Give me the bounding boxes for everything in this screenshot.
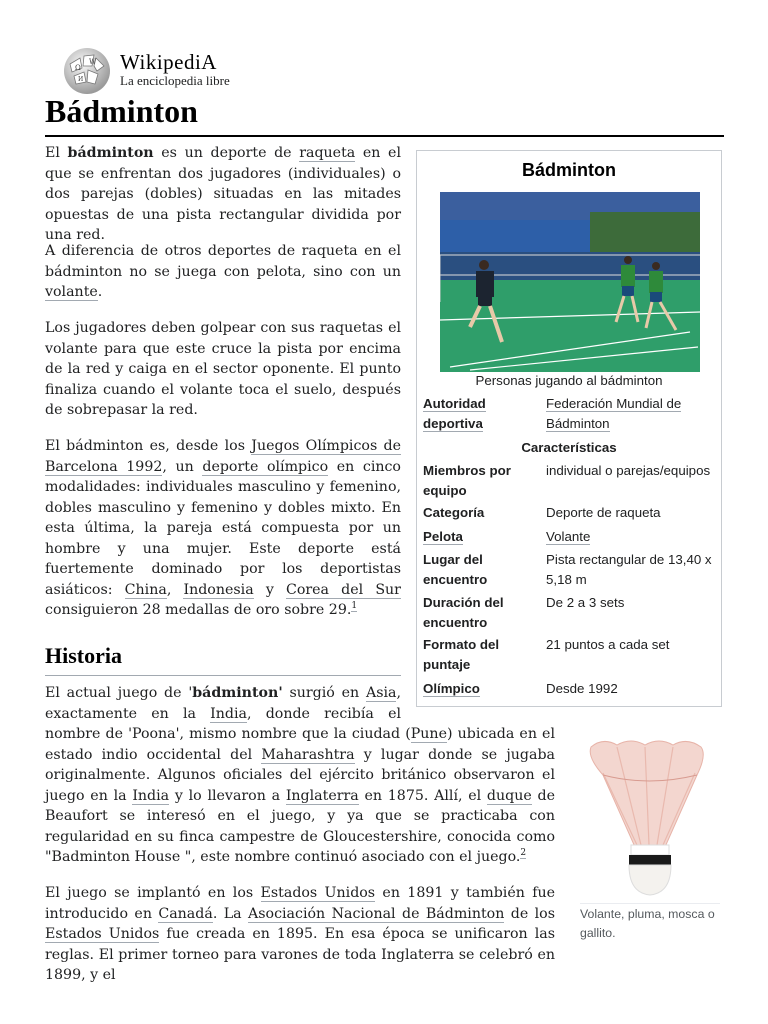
inline-link[interactable]: deporte olímpico: [202, 458, 329, 475]
infobox-value: De 2 a 3 sets: [546, 595, 625, 610]
bold-text: bádminton: [67, 145, 154, 161]
infobox-section-header: Características: [521, 440, 617, 455]
infobox-value[interactable]: Federación Mundial de Bádminton: [546, 396, 682, 431]
infobox: [416, 150, 722, 707]
svg-text:W: W: [89, 58, 97, 66]
section-heading-historia: Historia: [45, 643, 122, 668]
infobox-title: Bádminton: [522, 160, 616, 180]
inline-link[interactable]: Inglaterra: [285, 787, 359, 804]
tagline: La enciclopedia libre: [120, 73, 230, 88]
inline-link[interactable]: Canadá: [158, 905, 213, 922]
inline-link[interactable]: Maharashtra: [261, 746, 355, 763]
page-title: Bádminton: [45, 93, 198, 129]
svg-text:Ω: Ω: [75, 64, 81, 72]
infobox-value: Desde 1992: [546, 681, 618, 696]
infobox-label: Lugar del encuentro: [423, 552, 488, 587]
infobox-value: individual o parejas/equipos: [546, 463, 711, 478]
figure-caption: Volante, pluma, mosca o gallito.: [580, 907, 715, 940]
inline-link[interactable]: duque: [486, 787, 532, 804]
badminton-court-photo[interactable]: [440, 192, 700, 372]
infobox-label[interactable]: Autoridad deportiva: [423, 396, 486, 431]
infobox-value: Pista rectangular de 13,40 x 5,18 m: [546, 552, 712, 587]
history-paragraph-1-part-a: El actual juego de 'bádminton' surgió en Asia, exactamente en la India, donde recibía el nombre de 'Poona', mismo nombre que la ciudad (Pune) ubicada en el estado indio occidental del Maharashtra y lugar donde se jugaba originalmente. Algunos oficiales del ejército británico observaron el juego en la India y lo llevaron a Inglaterra en 1875. Allí, el duque de Beaufort se interesó en el juego, y ya que se practicaba con regularidad en su finca campestre de Gloucestershire, conocida como "Badminton House ", este nombre continuó asociado con el juego.$^2$: [45, 685, 555, 865]
infobox-label: Formato del puntaje: [423, 637, 500, 672]
inline-link[interactable]: India: [132, 787, 170, 804]
infobox-label: Duración del encuentro: [423, 595, 504, 630]
inline-link[interactable]: Corea del Sur: [285, 581, 401, 598]
svg-text:И: И: [78, 76, 84, 83]
history-paragraph-2: El juego se implantó en los Estados Unidos en 1891 y también fue introducido en Canadá. La Asociación Nacional de Bádminton de los Estados Unidos fue creada en 1895. En esa época se unificaron las reglas. El primer torneo para varones de toda Inglaterra se celebró en 1899, y el: [45, 885, 555, 983]
intro-paragraph-1: El bádminton es un deporte de raqueta en el que se enfrentan dos jugadores (individuales) o dos parejas (dobles) situadas en las mitades opuestas de una pista rectangular dividida por una red.: [45, 145, 401, 243]
infobox-label[interactable]: Pelota: [423, 529, 463, 544]
intro-paragraph-2: A diferencia de otros deportes de raqueta en el bádminton no se juega con pelota, sino con un volante.: [45, 243, 401, 300]
inline-link[interactable]: raqueta: [299, 145, 356, 161]
figure-divider: [580, 903, 720, 904]
inline-link[interactable]: volante: [45, 284, 98, 300]
infobox-label: Miembros por equipo: [423, 463, 511, 498]
infobox-label[interactable]: Olímpico: [423, 681, 480, 696]
infobox-row-authority: [423, 394, 717, 434]
shuttlecock-image[interactable]: [583, 735, 718, 900]
reference-link[interactable]: 1: [351, 601, 358, 612]
court-illustration: [440, 192, 700, 372]
infobox-value: Deporte de raqueta: [546, 505, 661, 520]
infobox-value[interactable]: Volante: [546, 529, 591, 544]
inline-link[interactable]: Estados Unidos: [45, 926, 160, 942]
reference-link[interactable]: 2: [520, 848, 527, 859]
inline-link[interactable]: Indonesia: [183, 581, 254, 598]
intro-paragraph-3: Los jugadores deben golpear con sus raquetas el volante para que este cruce la pista por encima de la red y caiga en el sector oponente. El punto finaliza cuando el volante toca el suelo, después de sobrepasar la red.: [45, 320, 401, 418]
inline-link[interactable]: Pune: [410, 726, 447, 742]
infobox-label: Categoría: [423, 505, 485, 520]
inline-link[interactable]: India: [210, 705, 247, 722]
wordmark: WikipediA: [120, 50, 217, 74]
bold-text: bádminton': [192, 685, 283, 701]
intro-paragraph-4: El bádminton es, desde los Juegos Olímpicos de Barcelona 1992, un deporte olímpico en cinco modalidades: individuales masculino y femenino, dobles masculino y femenino y dobles mixto. En esta última, la pareja está compuesta por un hombre y una mujer. Este deporte está fuertemente dominado por los deportistas asiáticos: China, Indonesia y Corea del Sur consiguieron 28 medallas de oro sobre 29.$^1$: [45, 438, 401, 618]
inline-link[interactable]: China: [124, 581, 167, 598]
inline-link[interactable]: Estados Unidos: [260, 885, 376, 901]
inline-link[interactable]: Juegos Olímpicos de Barcelona 1992: [45, 438, 401, 475]
title-divider: [45, 135, 724, 137]
inline-link[interactable]: Asia: [365, 685, 397, 701]
infobox-image-caption: Personas jugando al bádminton: [475, 373, 663, 388]
inline-link[interactable]: Asociación Nacional de Bádminton: [248, 905, 505, 922]
infobox-value: 21 puntos a cada set: [546, 637, 670, 652]
section-divider: [45, 675, 401, 676]
